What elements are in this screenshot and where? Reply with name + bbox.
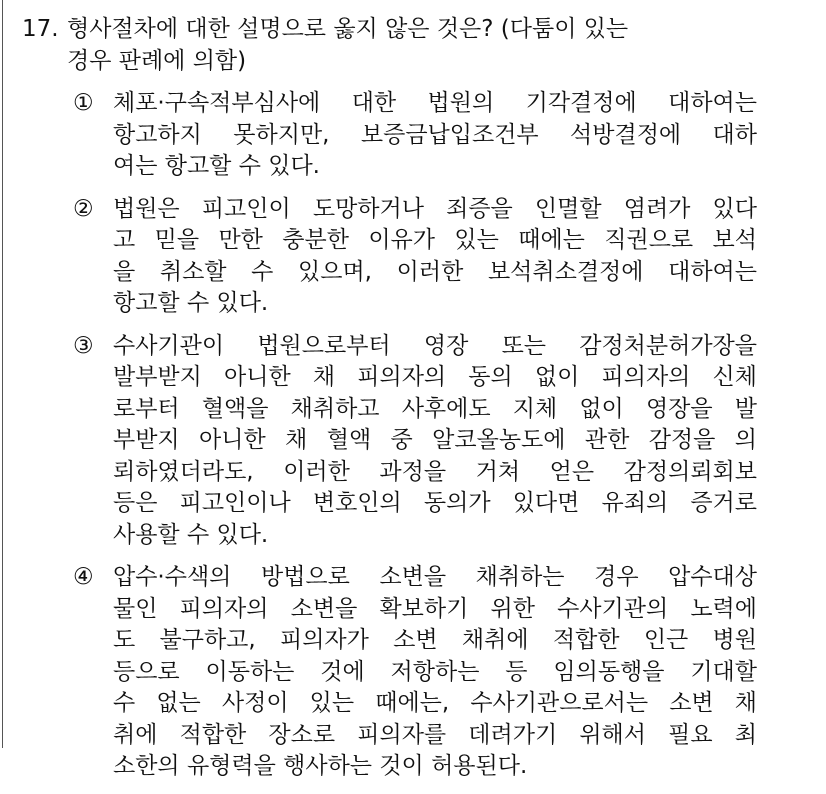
page-border xyxy=(2,0,3,748)
option-text-line: 도 불구하고, 피의자가 소변 채취에 적합한 인근 병원 xyxy=(113,627,757,653)
option-text-line: 사용할 수 있다. xyxy=(113,521,269,548)
option-text-line: 소한의 유형력을 행사하는 것이 허용된다. xyxy=(113,753,528,779)
option-text xyxy=(113,194,757,320)
option-text-line: 부받지 아니한 채 혈액 중 알코올농도에 관한 감정을 의 xyxy=(113,427,757,453)
option-marker: ① xyxy=(73,90,94,116)
option-text-line: 뢰하였더라도, 이러한 과정을 거쳐 얻은 감정의뢰회보 xyxy=(113,458,757,485)
option-text-line: 을 취소할 수 있으며, 이러한 보석취소결정에 대하여는 xyxy=(113,258,757,285)
option-text-line: 로부터 혈액을 채취하고 사후에도 지체 없이 영장을 발 xyxy=(113,395,757,422)
option-text-line: 여는 항고할 수 있다. xyxy=(113,153,320,179)
answer-option-4[interactable] xyxy=(73,562,763,783)
option-text-line: 발부받지 아니한 채 피의자의 동의 없이 피의자의 신체 xyxy=(113,364,757,390)
question-number: 17. xyxy=(22,16,59,42)
option-text-line: 물인 피의자의 소변을 확보하기 위한 수사기관의 노력에 xyxy=(113,595,757,622)
option-text xyxy=(113,88,757,183)
option-text-line: 항고할 수 있다. xyxy=(113,290,269,316)
option-text xyxy=(113,562,757,783)
option-text-line: 법원은 피고인이 도망하거나 죄증을 인멸할 염려가 있다 xyxy=(113,195,757,222)
question-text-line: 경우 판례에 의함) xyxy=(67,47,247,74)
answer-option-3[interactable] xyxy=(73,331,763,552)
answer-options xyxy=(73,88,763,794)
option-text-line: 고 믿을 만한 충분한 이유가 있는 때에는 직권으로 보석 xyxy=(113,227,757,253)
option-text xyxy=(113,331,757,552)
option-marker: ② xyxy=(73,195,94,222)
option-text-line: 수사기관이 법원으로부터 영장 또는 감정처분허가장을 xyxy=(113,332,757,359)
question-stem-line xyxy=(22,14,762,46)
answer-option-1[interactable] xyxy=(73,88,763,183)
question xyxy=(22,14,762,77)
option-text-line: 수 없는 사정이 있는 때에는, 수사기관으로서는 소변 채 xyxy=(113,690,757,716)
option-text-line: 등은 피고인이나 변호인의 동의가 있다면 유죄의 증거로 xyxy=(113,490,757,516)
question-text-line: 형사절차에 대한 설명으로 옳지 않은 것은? (다툼이 있는 xyxy=(67,16,629,42)
option-text-line: 체포·구속적부심사에 대한 법원의 기각결정에 대하여는 xyxy=(113,90,757,116)
option-text-line: 압수·수색의 방법으로 소변을 채취하는 경우 압수대상 xyxy=(113,564,757,590)
option-marker: ③ xyxy=(73,332,94,359)
option-text-line: 취에 적합한 장소로 피의자를 데려가기 위해서 필요 최 xyxy=(113,721,757,748)
option-text-line: 항고하지 못하지만, 보증금납입조건부 석방결정에 대하 xyxy=(113,121,757,148)
option-text-line: 등으로 이동하는 것에 저항하는 등 임의동행을 기대할 xyxy=(113,658,757,685)
answer-option-2[interactable] xyxy=(73,194,763,320)
option-marker: ④ xyxy=(73,564,94,590)
